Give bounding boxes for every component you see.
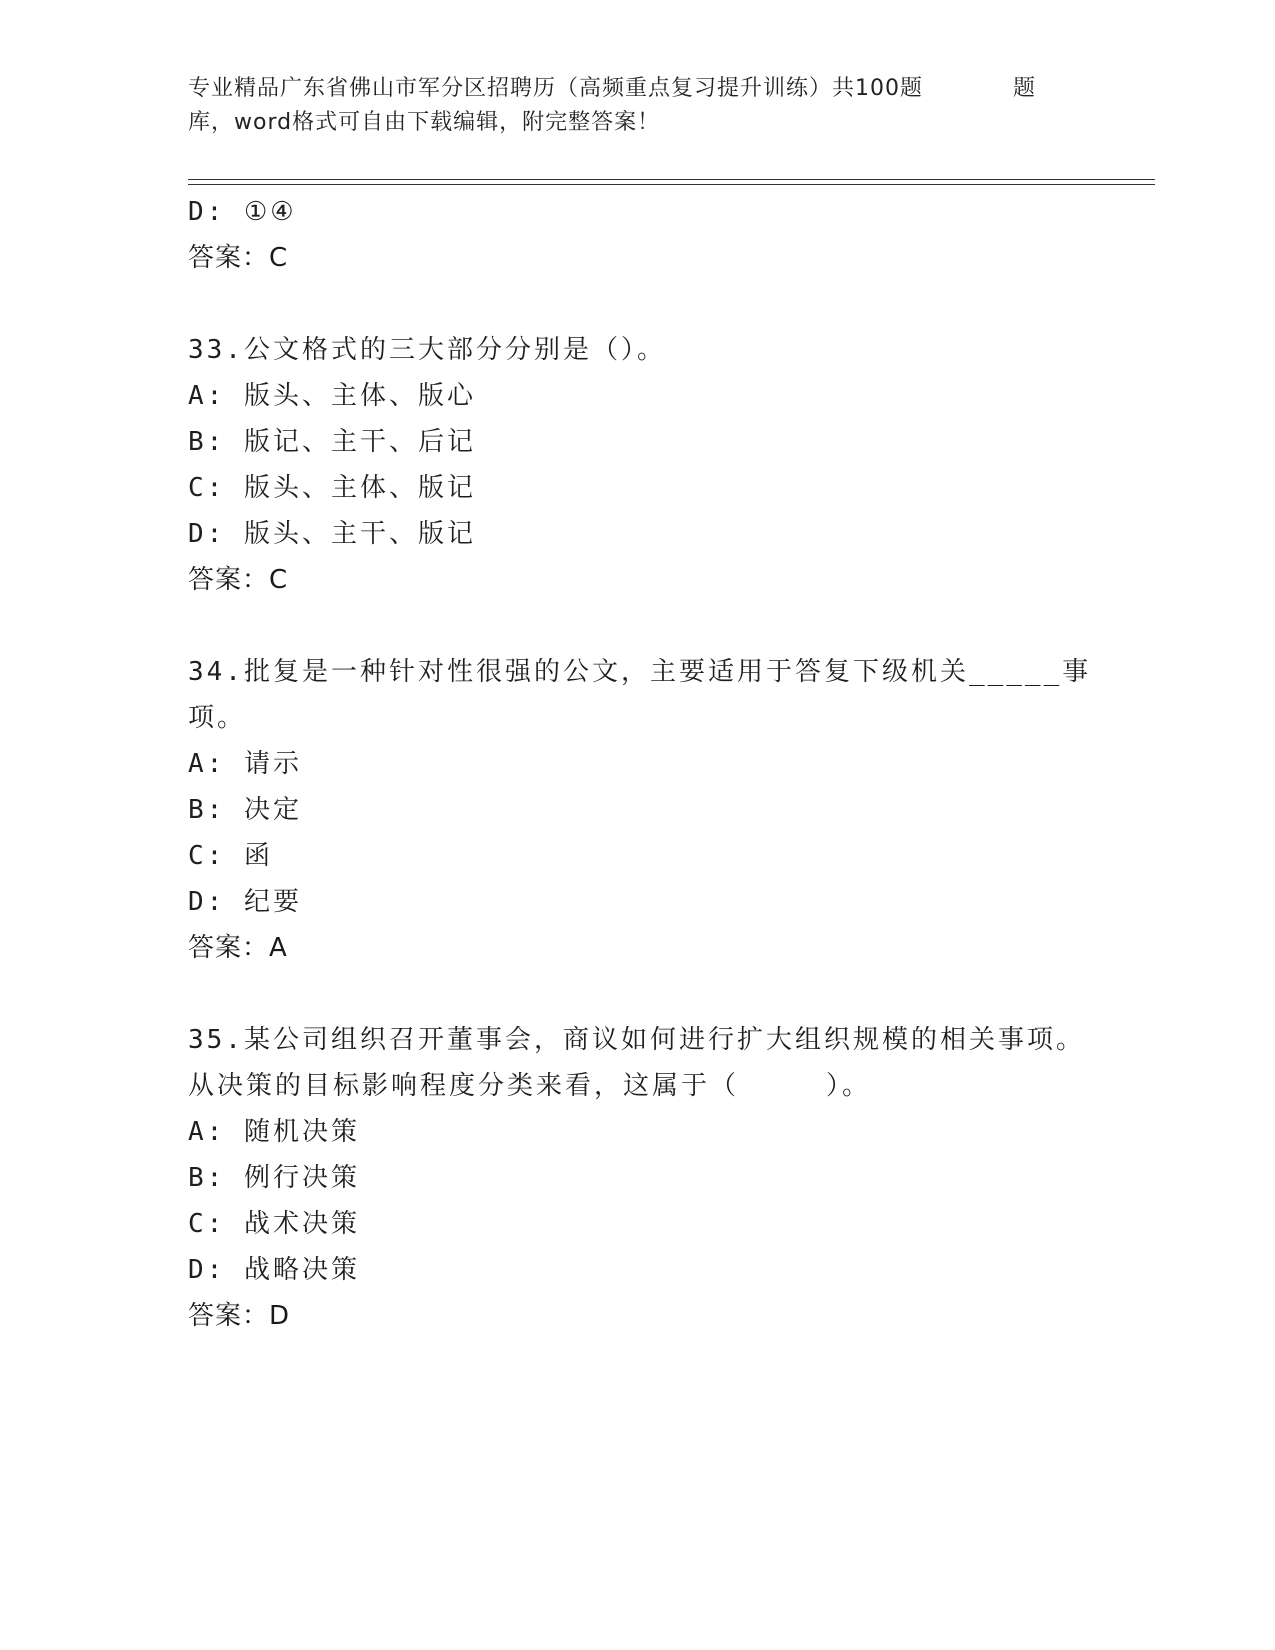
option-b: B: 版记、主干、后记: [188, 427, 476, 457]
option-b: B: 决定: [188, 795, 302, 825]
question-content: [188, 189, 1092, 1339]
question-block-34: [188, 649, 1092, 971]
spacer: [188, 603, 1088, 649]
answer-label: 答案：C: [188, 565, 289, 595]
question-stem-continued: 从决策的目标影响程度分类来看，这属于（ ）。: [188, 1071, 872, 1101]
option-b: B: 例行决策: [188, 1163, 360, 1193]
header-divider-top: [188, 179, 1155, 180]
carryover-option-d: D: ①④: [188, 197, 297, 227]
question-stem: 35.某公司组织召开董事会，商议如何进行扩大组织规模的相关事项。: [188, 1025, 1085, 1055]
spacer: [188, 971, 1088, 1017]
option-a: A: 随机决策: [188, 1117, 360, 1147]
option-a: A: 请示: [188, 749, 302, 779]
header-line-2: 库，word格式可自由下载编辑，附完整答案！: [188, 110, 661, 135]
header-line-1: [188, 72, 1088, 106]
option-d: D: 战略决策: [188, 1255, 360, 1285]
question-stem: 33.公文格式的三大部分分别是（）。: [188, 335, 666, 365]
answer-label: 答案：A: [188, 933, 288, 963]
answer-label: 答案：D: [188, 1301, 291, 1331]
carryover-answer: 答案：C: [188, 243, 289, 273]
question-block-35: [188, 1017, 1088, 1339]
header-divider-bottom: [188, 184, 1155, 185]
spacer: [188, 281, 1088, 327]
option-c: C: 版头、主体、版记: [188, 473, 476, 503]
option-c: C: 函: [188, 841, 273, 871]
option-a: A: 版头、主体、版心: [188, 381, 476, 411]
question-stem: 34.批复是一种针对性很强的公文，主要适用于答复下级机关_____事: [188, 657, 1092, 687]
header-title-tail: 题: [1012, 76, 1036, 101]
page-header: [188, 72, 1088, 140]
option-d: D: 版头、主干、版记: [188, 519, 476, 549]
question-block-33: [188, 327, 1088, 603]
option-c: C: 战术决策: [188, 1209, 360, 1239]
option-d: D: 纪要: [188, 887, 302, 917]
question-stem-continued: 项。: [188, 703, 247, 733]
header-title: 专业精品广东省佛山市军分区招聘历（高频重点复习提升训练）共100题: [188, 76, 923, 101]
